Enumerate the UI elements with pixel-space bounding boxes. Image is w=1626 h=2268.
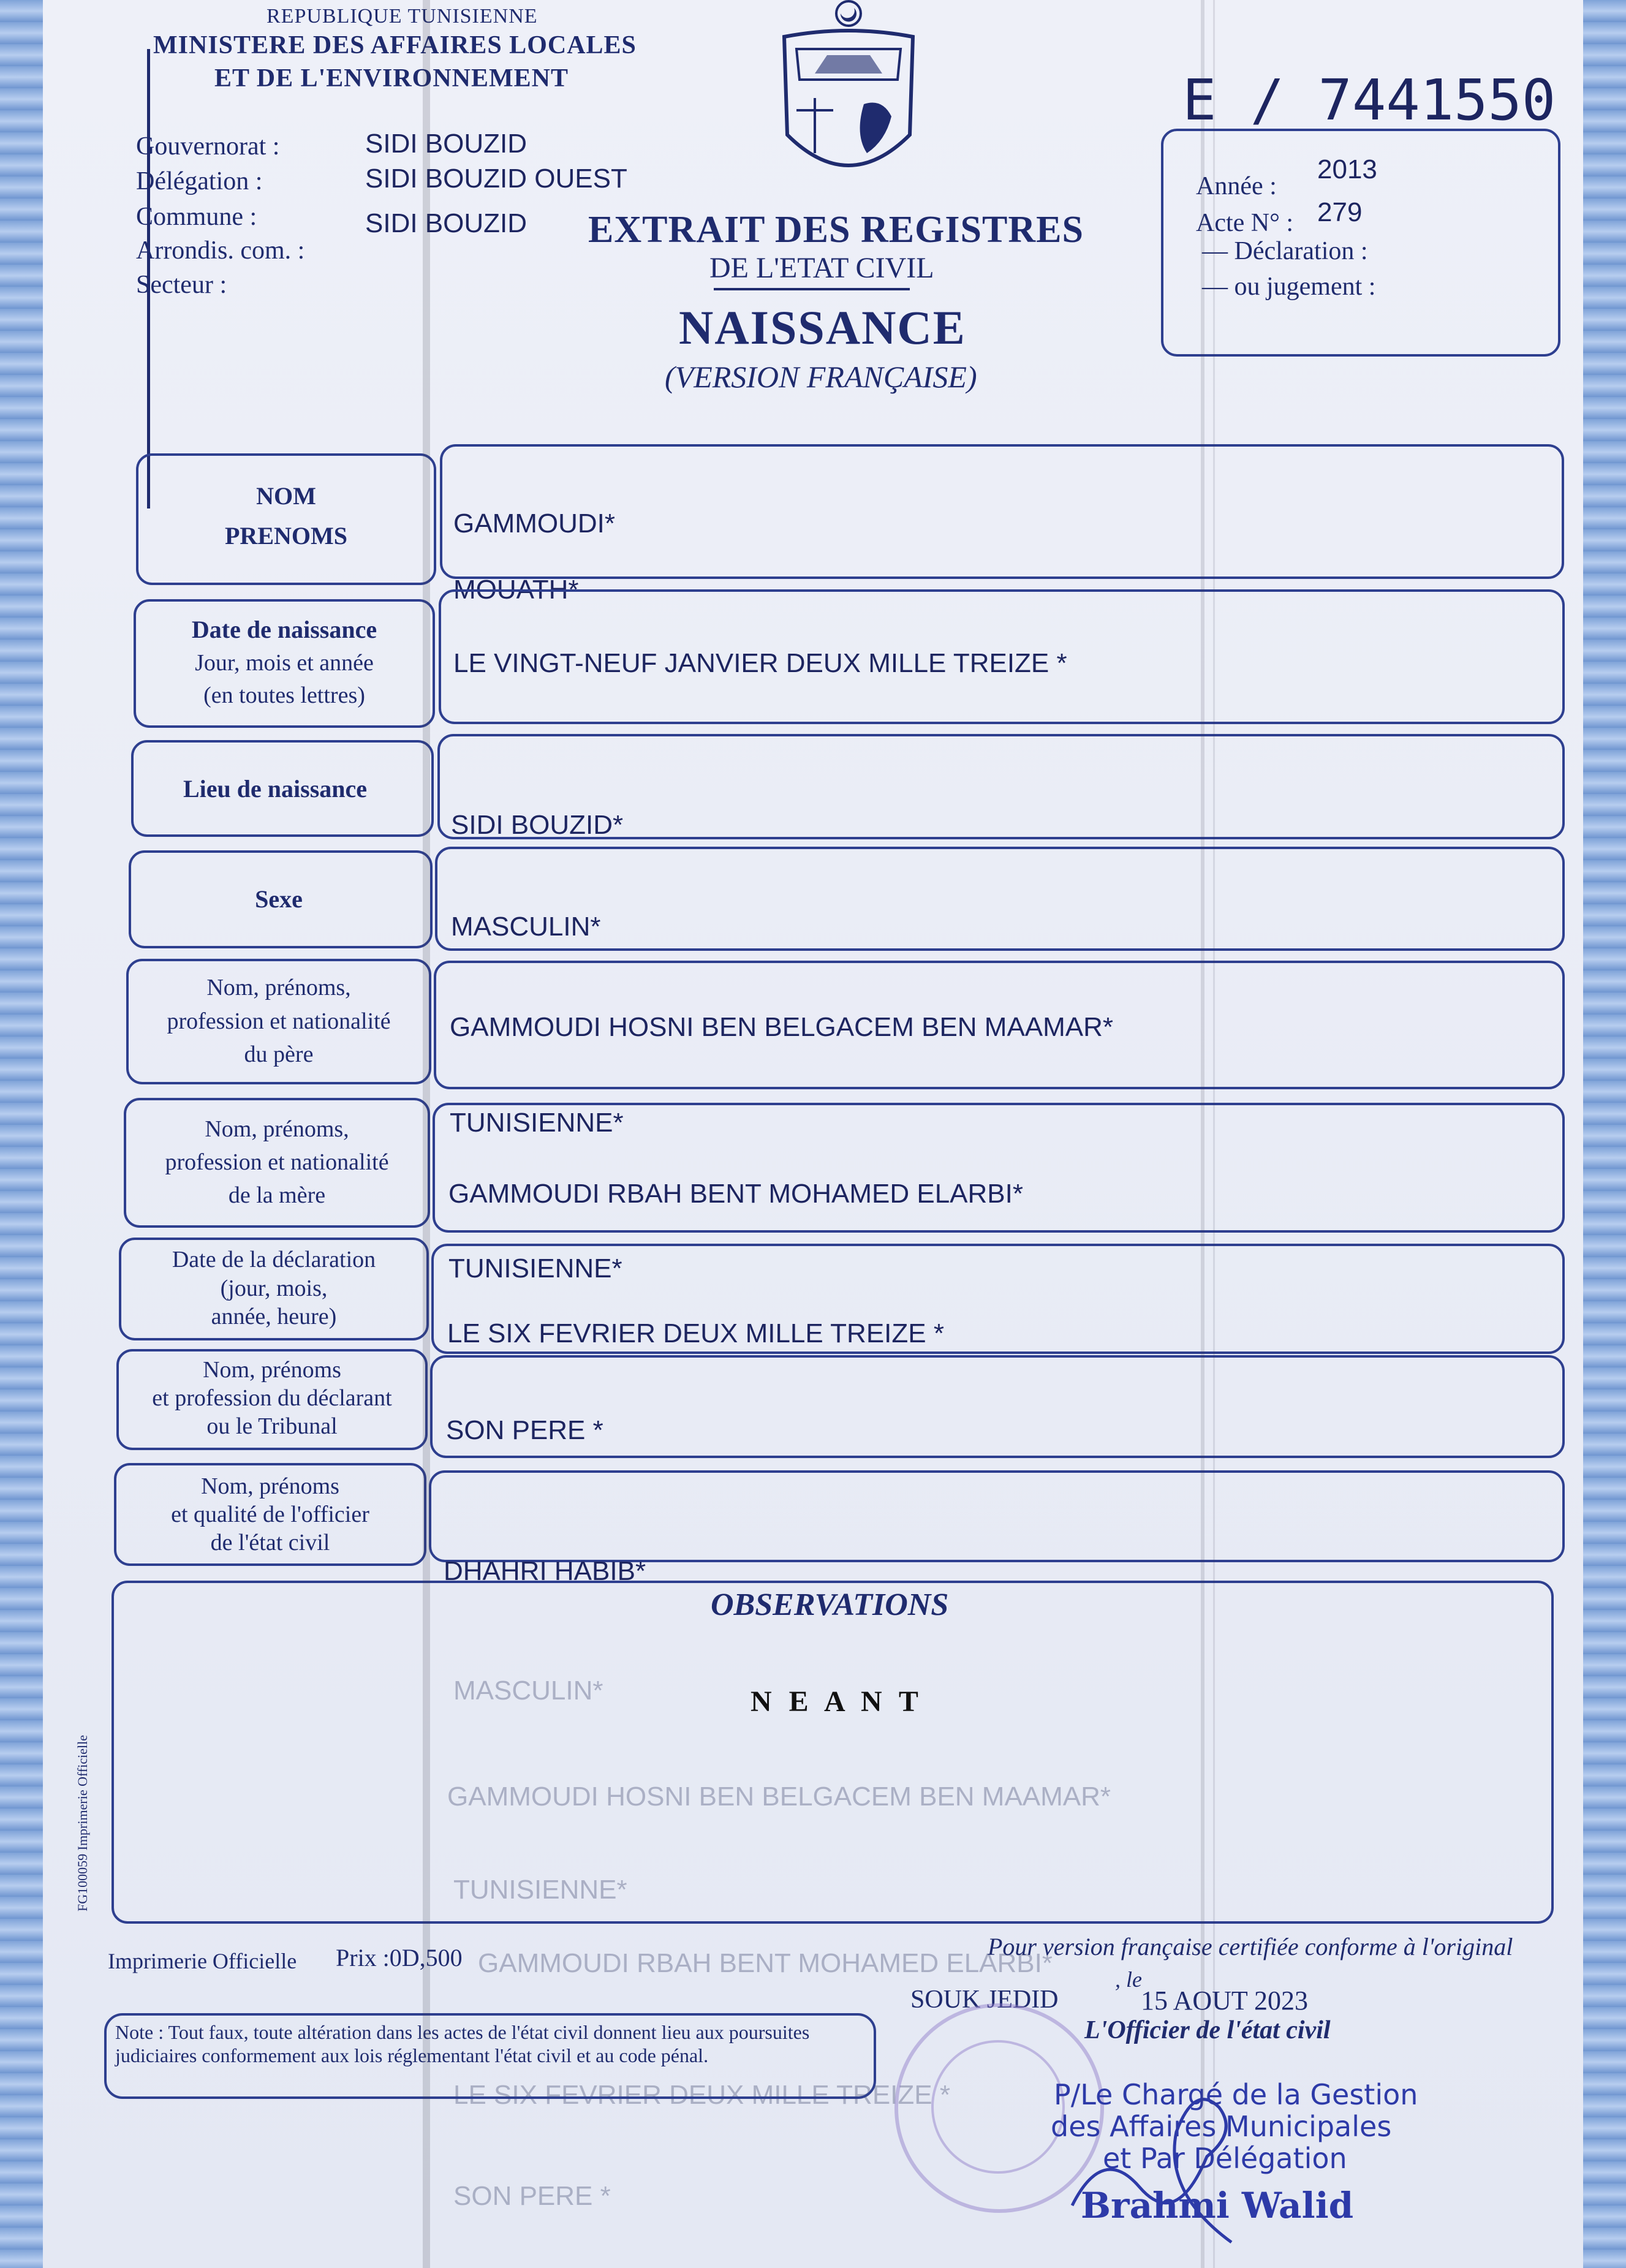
delegation-value: SIDI BOUZID OUEST (365, 164, 627, 194)
prenoms-label: PRENOMS (225, 522, 347, 550)
sexe-value: MASCULIN* (451, 912, 601, 942)
decorative-border-left (0, 0, 43, 2268)
decorative-border-right (1583, 0, 1626, 2268)
title-extrait: EXTRAIT DES REGISTRES (588, 209, 1084, 251)
pere-label-line2: profession et nationalité (167, 1008, 391, 1034)
annee-label: Année : (1196, 172, 1277, 200)
ghost-text-declarant: SON PERE * (453, 2181, 611, 2211)
sexe-label: Sexe (255, 885, 303, 913)
signature-line1: P/Le Chargé de la Gestion (1054, 2078, 1418, 2111)
prenom-value: MOUATH* (453, 575, 579, 605)
declaration-value: LE SIX FEVRIER DEUX MILLE TREIZE * (447, 1318, 944, 1348)
mere-label-line1: Nom, prénoms, (205, 1116, 349, 1142)
observations-value: N E A N T (751, 1685, 923, 1718)
declaration-label-line2: (jour, mois, (220, 1276, 328, 1302)
commune-value: SIDI BOUZID (365, 208, 528, 238)
date-naissance-label: Date de naissance (191, 615, 377, 643)
mere-label-line3: de la mère (228, 1182, 326, 1208)
annee-value: 2013 (1317, 154, 1377, 184)
declaration-label-line3: année, heure) (211, 1304, 337, 1330)
signature-name: Brahmi Walid (1081, 2185, 1354, 2226)
note-text: Note : Tout faux, toute altération dans les actes de l'état civil donnent lieu aux poursuites judiciaires conformement aux lois réglementant l'état civil et au code pénal. (115, 2021, 810, 2067)
pere-label-line3: du père (244, 1041, 314, 1067)
le-label: , le (1115, 1967, 1142, 1992)
declarant-value: SON PERE * (446, 1415, 603, 1445)
gouvernorat-value: SIDI BOUZID (365, 129, 528, 159)
side-print-code: FG100059 Imprimerie Officielle (75, 1735, 90, 1911)
title-version: (VERSION FRANÇAISE) (665, 360, 977, 394)
title-naissance: NAISSANCE (679, 301, 966, 354)
certified-label: Pour version française certifiée conforme à l'original (988, 1933, 1513, 1960)
acte-label: Acte N° : (1196, 209, 1294, 237)
officier-title: L'Officier de l'état civil (1084, 2016, 1331, 2044)
officier-label-line1: Nom, prénoms (201, 1473, 339, 1500)
republic-label: REPUBLIQUE TUNISIENNE (267, 5, 538, 28)
nom-label: NOM (256, 482, 316, 510)
delegation-label: Délégation : (136, 167, 263, 195)
prix-label: Prix :0D,500 (336, 1944, 463, 1971)
signature-line2: des Affaires Municipales (1051, 2110, 1392, 2143)
mere-value: GAMMOUDI RBAH BENT MOHAMED ELARBI* (448, 1179, 1023, 1209)
date-naissance-value: LE VINGT-NEUF JANVIER DEUX MILLE TREIZE * (453, 648, 1067, 678)
declaration-check-label: — Déclaration : (1202, 237, 1368, 265)
scan-streak (423, 0, 430, 2268)
ghost-text-declaration: LE SIX FEVRIER DEUX MILLE TREIZE * (453, 2080, 950, 2110)
scan-streak (1201, 0, 1204, 2268)
secteur-label: Secteur : (136, 271, 227, 299)
handwritten-signature-icon (1035, 2058, 1293, 2255)
jugement-check-label: — ou jugement : (1202, 273, 1376, 301)
ghost-text-sexe: MASCULIN* (453, 1676, 603, 1706)
ghost-text-mere: GAMMOUDI RBAH BENT MOHAMED ELARBI* (478, 1948, 1053, 1978)
declaration-label-line1: Date de la déclaration (172, 1247, 376, 1273)
declarant-label-line3: ou le Tribunal (206, 1413, 338, 1440)
commune-label: Commune : (136, 203, 257, 231)
signature-line3: et Par Délégation (1103, 2142, 1347, 2175)
title-etat-civil: DE L'ETAT CIVIL (709, 252, 934, 284)
declarant-label-line1: Nom, prénoms (203, 1357, 341, 1383)
serial-number: E / 7441550 (1182, 67, 1556, 133)
place-label: SOUK JEDID (910, 1986, 1059, 2014)
observations-title: OBSERVATIONS (711, 1587, 949, 1622)
mere-value-box (433, 1103, 1565, 1233)
officier-value-box (429, 1470, 1565, 1562)
officier-label-line2: et qualité de l'officier (171, 1502, 369, 1528)
pere-value: GAMMOUDI HOSNI BEN BELGACEM BEN MAAMAR* (450, 1012, 1114, 1042)
scan-streak (1213, 0, 1215, 2268)
pere-label-line1: Nom, prénoms, (206, 974, 351, 1000)
sexe-value-box (435, 847, 1565, 951)
coat-of-arms-icon (772, 0, 925, 190)
acte-value: 279 (1317, 197, 1363, 227)
gouvernorat-label: Gouvernorat : (136, 132, 280, 161)
date-naissance-sublabel1: Jour, mois et année (195, 649, 374, 676)
ministry-line2: ET DE L'ENVIRONNEMENT (214, 64, 569, 93)
officier-label-line3: de l'état civil (210, 1530, 330, 1556)
ghost-text-pere: GAMMOUDI HOSNI BEN BELGACEM BEN MAAMAR* (447, 1782, 1111, 1812)
mere-label-line2: profession et nationalité (165, 1149, 389, 1175)
imprimerie-label: Imprimerie Officielle (108, 1949, 297, 1973)
ministry-line1: MINISTERE DES AFFAIRES LOCALES (153, 31, 637, 59)
pere-nationality: TUNISIENNE* (450, 1108, 624, 1138)
date-naissance-sublabel2: (en toutes lettres) (203, 682, 365, 708)
ghost-text-nationality: TUNISIENNE* (453, 1875, 627, 1905)
lieu-value: SIDI BOUZID* (451, 810, 624, 840)
mere-nationality: TUNISIENNE* (448, 1253, 622, 1283)
observations-box (112, 1581, 1554, 1924)
date-value: 15 AOUT 2023 (1141, 1986, 1308, 2016)
title-underline (714, 288, 910, 290)
officier-value: DHAHRI HABIB* (444, 1556, 646, 1586)
declarant-label-line2: et profession du déclarant (152, 1385, 392, 1412)
arrondissement-label: Arrondis. com. : (136, 236, 305, 265)
nom-value: GAMMOUDI* (453, 508, 615, 539)
lieu-label: Lieu de naissance (183, 775, 368, 803)
